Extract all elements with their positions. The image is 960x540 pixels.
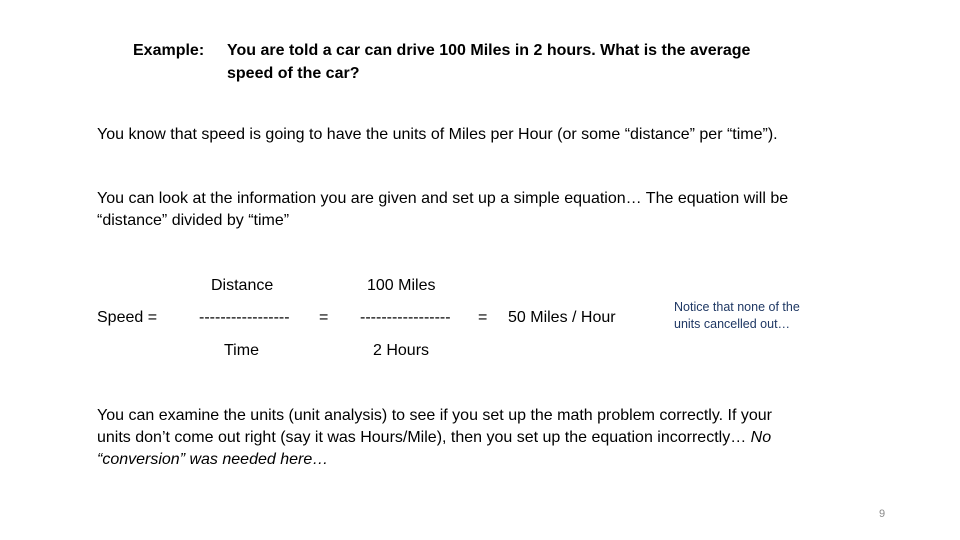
equation-intro-line-2: “distance” divided by “time”	[97, 212, 290, 229]
unit-analysis-line-1: You can examine the units (unit analysis) to see if you set up the math problem correctly. If your	[97, 407, 773, 424]
unit-analysis-line-2-italic: No	[750, 429, 772, 446]
example-label: Example:	[133, 42, 205, 59]
equation-intro-line-1: You can look at the information you are given and set up a simple equation… The equation will be	[97, 190, 789, 207]
fraction-bar-1: -----------------	[199, 309, 290, 326]
numerator-label: Distance	[211, 277, 274, 294]
denominator-label: Time	[224, 342, 259, 359]
units-paragraph: You know that speed is going to have the units of Miles per Hour (or some “distance” per “time”).	[97, 126, 778, 143]
example-line-1: You are told a car can drive 100 Miles in 2 hours. What is the average	[227, 42, 751, 59]
equals-sign-1: =	[319, 309, 329, 326]
side-note-line-2: units cancelled out…	[674, 317, 791, 331]
page-number: 9	[879, 508, 886, 520]
denominator-value: 2 Hours	[373, 342, 430, 359]
numerator-value: 100 Miles	[367, 277, 436, 294]
unit-analysis-line-3: “conversion” was needed here…	[97, 451, 329, 468]
side-note	[674, 299, 800, 333]
unit-analysis-line-2	[97, 427, 771, 449]
unit-analysis-line-2-text: units don’t come out right (say it was Hours/Mile), then you set up the equation incorrectly…	[97, 429, 751, 446]
side-note-line-1: Notice that none of the	[674, 300, 800, 314]
equation-result: 50 Miles / Hour	[508, 309, 616, 326]
example-line-2: speed of the car?	[227, 65, 360, 82]
equals-sign-2: =	[478, 309, 488, 326]
equation-lhs: Speed =	[97, 309, 158, 326]
fraction-bar-2: -----------------	[360, 309, 451, 326]
